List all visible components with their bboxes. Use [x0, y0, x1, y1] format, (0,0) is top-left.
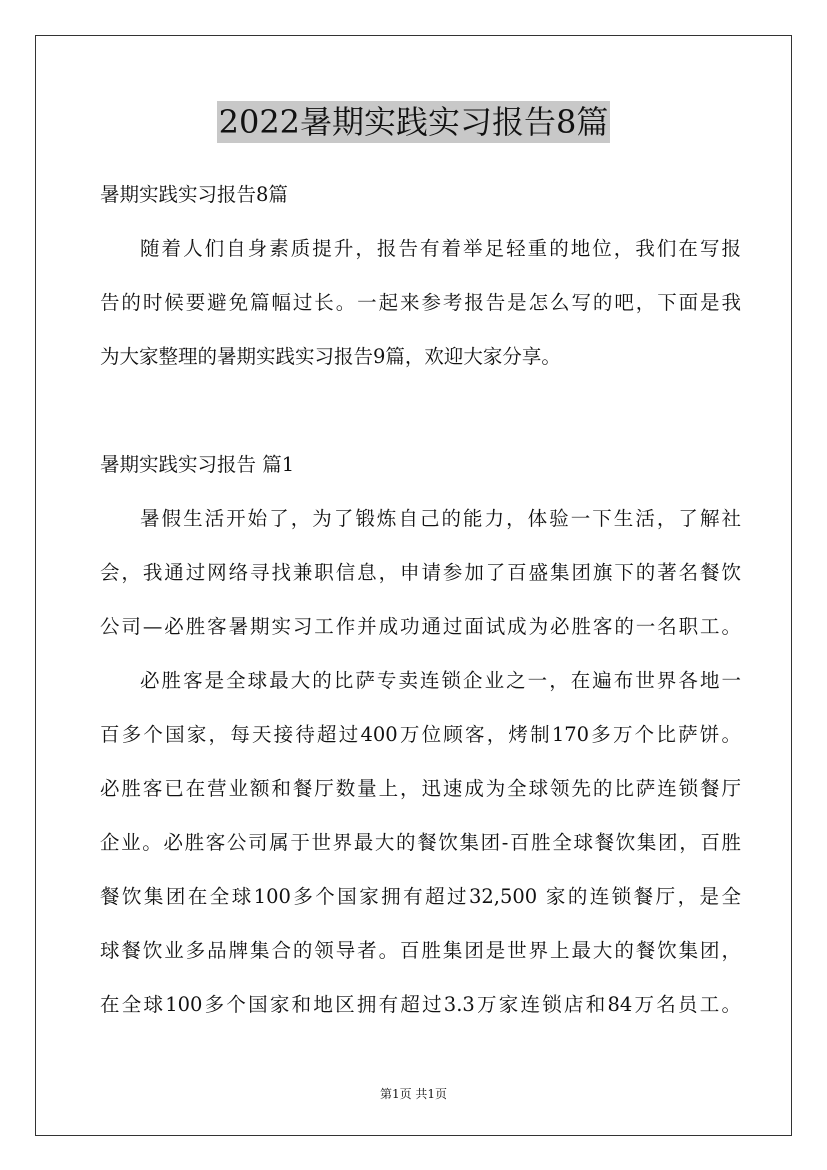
section-heading: 暑期实践实习报告 篇1: [100, 453, 295, 476]
paragraph-line: 餐饮集团在全球100多个国家拥有超过32,500 家的连锁餐厅，是全: [100, 885, 741, 908]
intro-line: 为大家整理的暑期实践实习报告9篇，欢迎大家分享。: [100, 345, 561, 368]
paragraph-line: 百多个国家，每天接待超过400万位顾客，烤制170多万个比萨饼。: [100, 723, 741, 746]
intro-line: 告的时候要避免篇幅过长。一起来参考报告是怎么写的吧，下面是我: [100, 291, 741, 314]
paragraph-line: 暑假生活开始了，为了锻炼自己的能力，体验一下生活，了解社: [140, 507, 741, 530]
intro-heading: 暑期实践实习报告8篇: [100, 183, 288, 206]
paragraph-line: 必胜客是全球最大的比萨专卖连锁企业之一，在遍布世界各地一: [140, 669, 741, 692]
paragraph-line: 企业。必胜客公司属于世界最大的餐饮集团-百胜全球餐饮集团，百胜: [100, 831, 741, 854]
document-body: [100, 168, 741, 1032]
document-title: 2022暑期实践实习报告8篇: [218, 103, 609, 141]
paragraph-line: 在全球100多个国家和地区拥有超过3.3万家连锁店和84万名员工。: [100, 993, 741, 1016]
page-number-footer: 第1页 共1页: [379, 1087, 448, 1101]
paragraph-line: 球餐饮业多品牌集合的领导者。百胜集团是世界上最大的餐饮集团，: [100, 939, 741, 962]
paragraph-line: 会，我通过网络寻找兼职信息，申请参加了百盛集团旗下的著名餐饮: [100, 561, 741, 584]
paragraph-line: 公司—必胜客暑期实习工作并成功通过面试成为必胜客的一名职工。: [100, 615, 741, 638]
intro-line: 随着人们自身素质提升，报告有着举足轻重的地位，我们在写报: [140, 237, 741, 260]
blank-line: [100, 384, 741, 438]
title-container: [0, 101, 827, 143]
paragraph-line: 必胜客已在营业额和餐厅数量上，迅速成为全球领先的比萨连锁餐厅: [100, 777, 741, 800]
